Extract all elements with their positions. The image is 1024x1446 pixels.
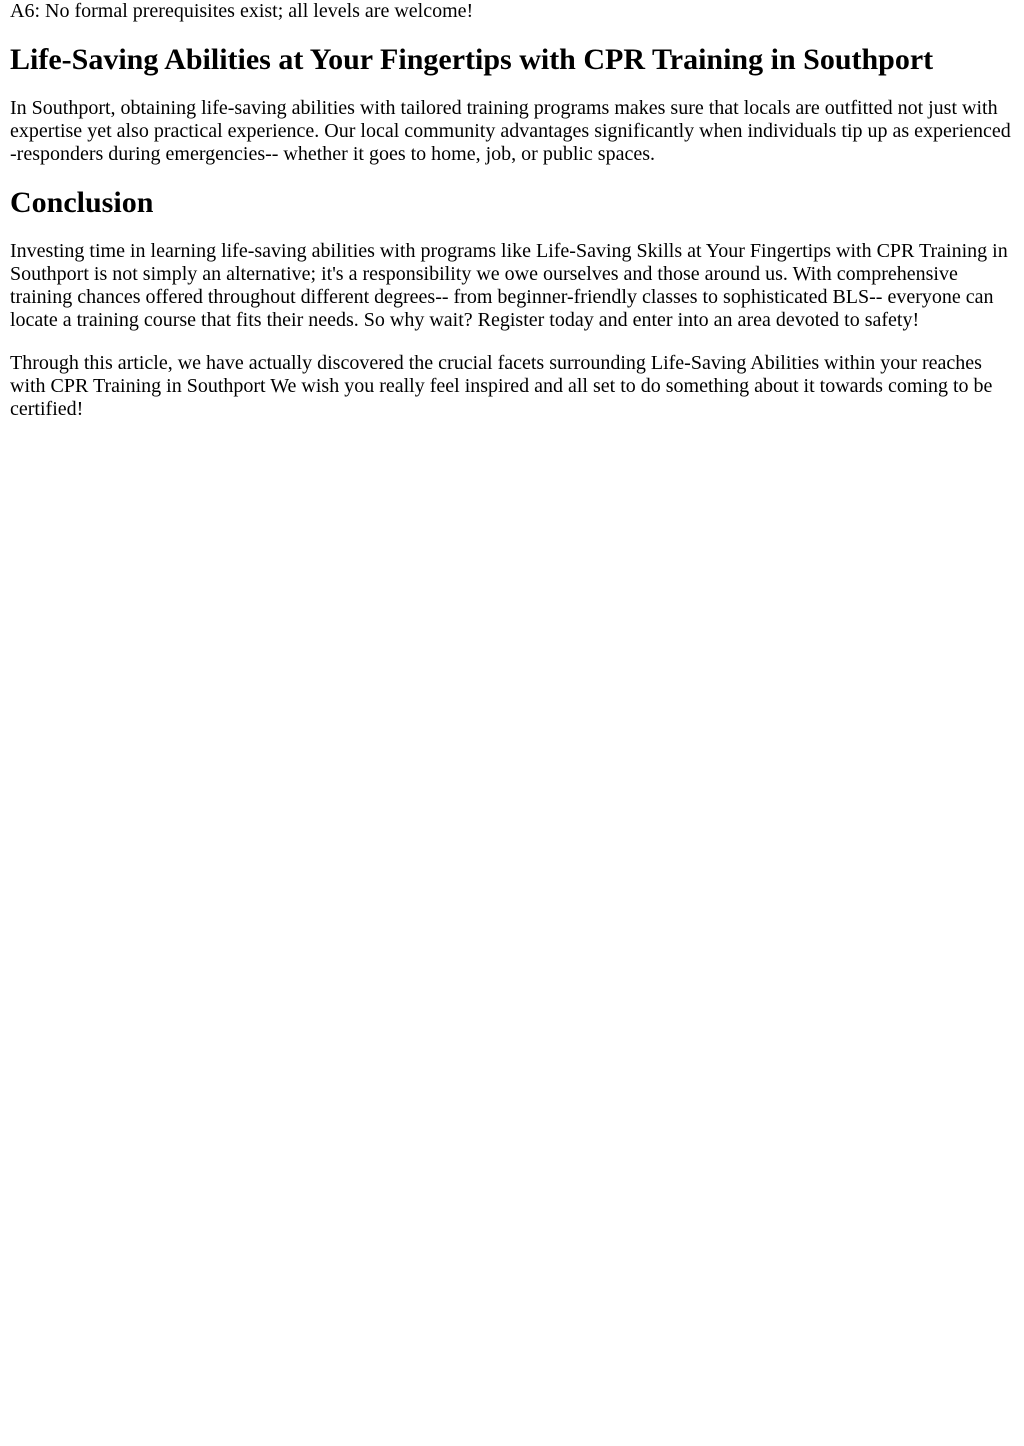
section-heading-conclusion: Conclusion xyxy=(10,186,154,219)
faq-answer-text: A6: No formal prerequisites exist; all levels are welcome! xyxy=(10,0,474,22)
article-page xyxy=(0,0,1024,421)
section-paragraph-southport: In Southport, obtaining life-saving abilities with tailored training programs makes sure that locals are outfitted not just with expertise yet also practical experience. Our local community advantages significantly when individuals tip up as experienced -responders during emergencies-- whether it goes to home, job, or public spaces. xyxy=(10,97,1011,165)
conclusion-paragraph-1: Investing time in learning life-saving abilities with programs like Life-Saving Skills at Your Fingertips with CPR Training in Southport is not simply an alternative; it's a responsibility we owe ourselves and those around us. With comprehensive training chances offered throughout different degrees-- from beginner-friendly classes to sophisticated BLS-- everyone can locate a training course that fits their needs. So why wait? Register today and enter into an area devoted to safety! xyxy=(10,240,1008,331)
section-heading-life-saving: Life-Saving Abilities at Your Fingertips with CPR Training in Southport xyxy=(10,43,934,76)
conclusion-paragraph-2: Through this article, we have actually discovered the crucial facets surrounding Life-Saving Abilities within your reaches with CPR Training in Southport We wish you really feel inspired and all set to do something about it towards coming to be certified! xyxy=(10,352,993,420)
